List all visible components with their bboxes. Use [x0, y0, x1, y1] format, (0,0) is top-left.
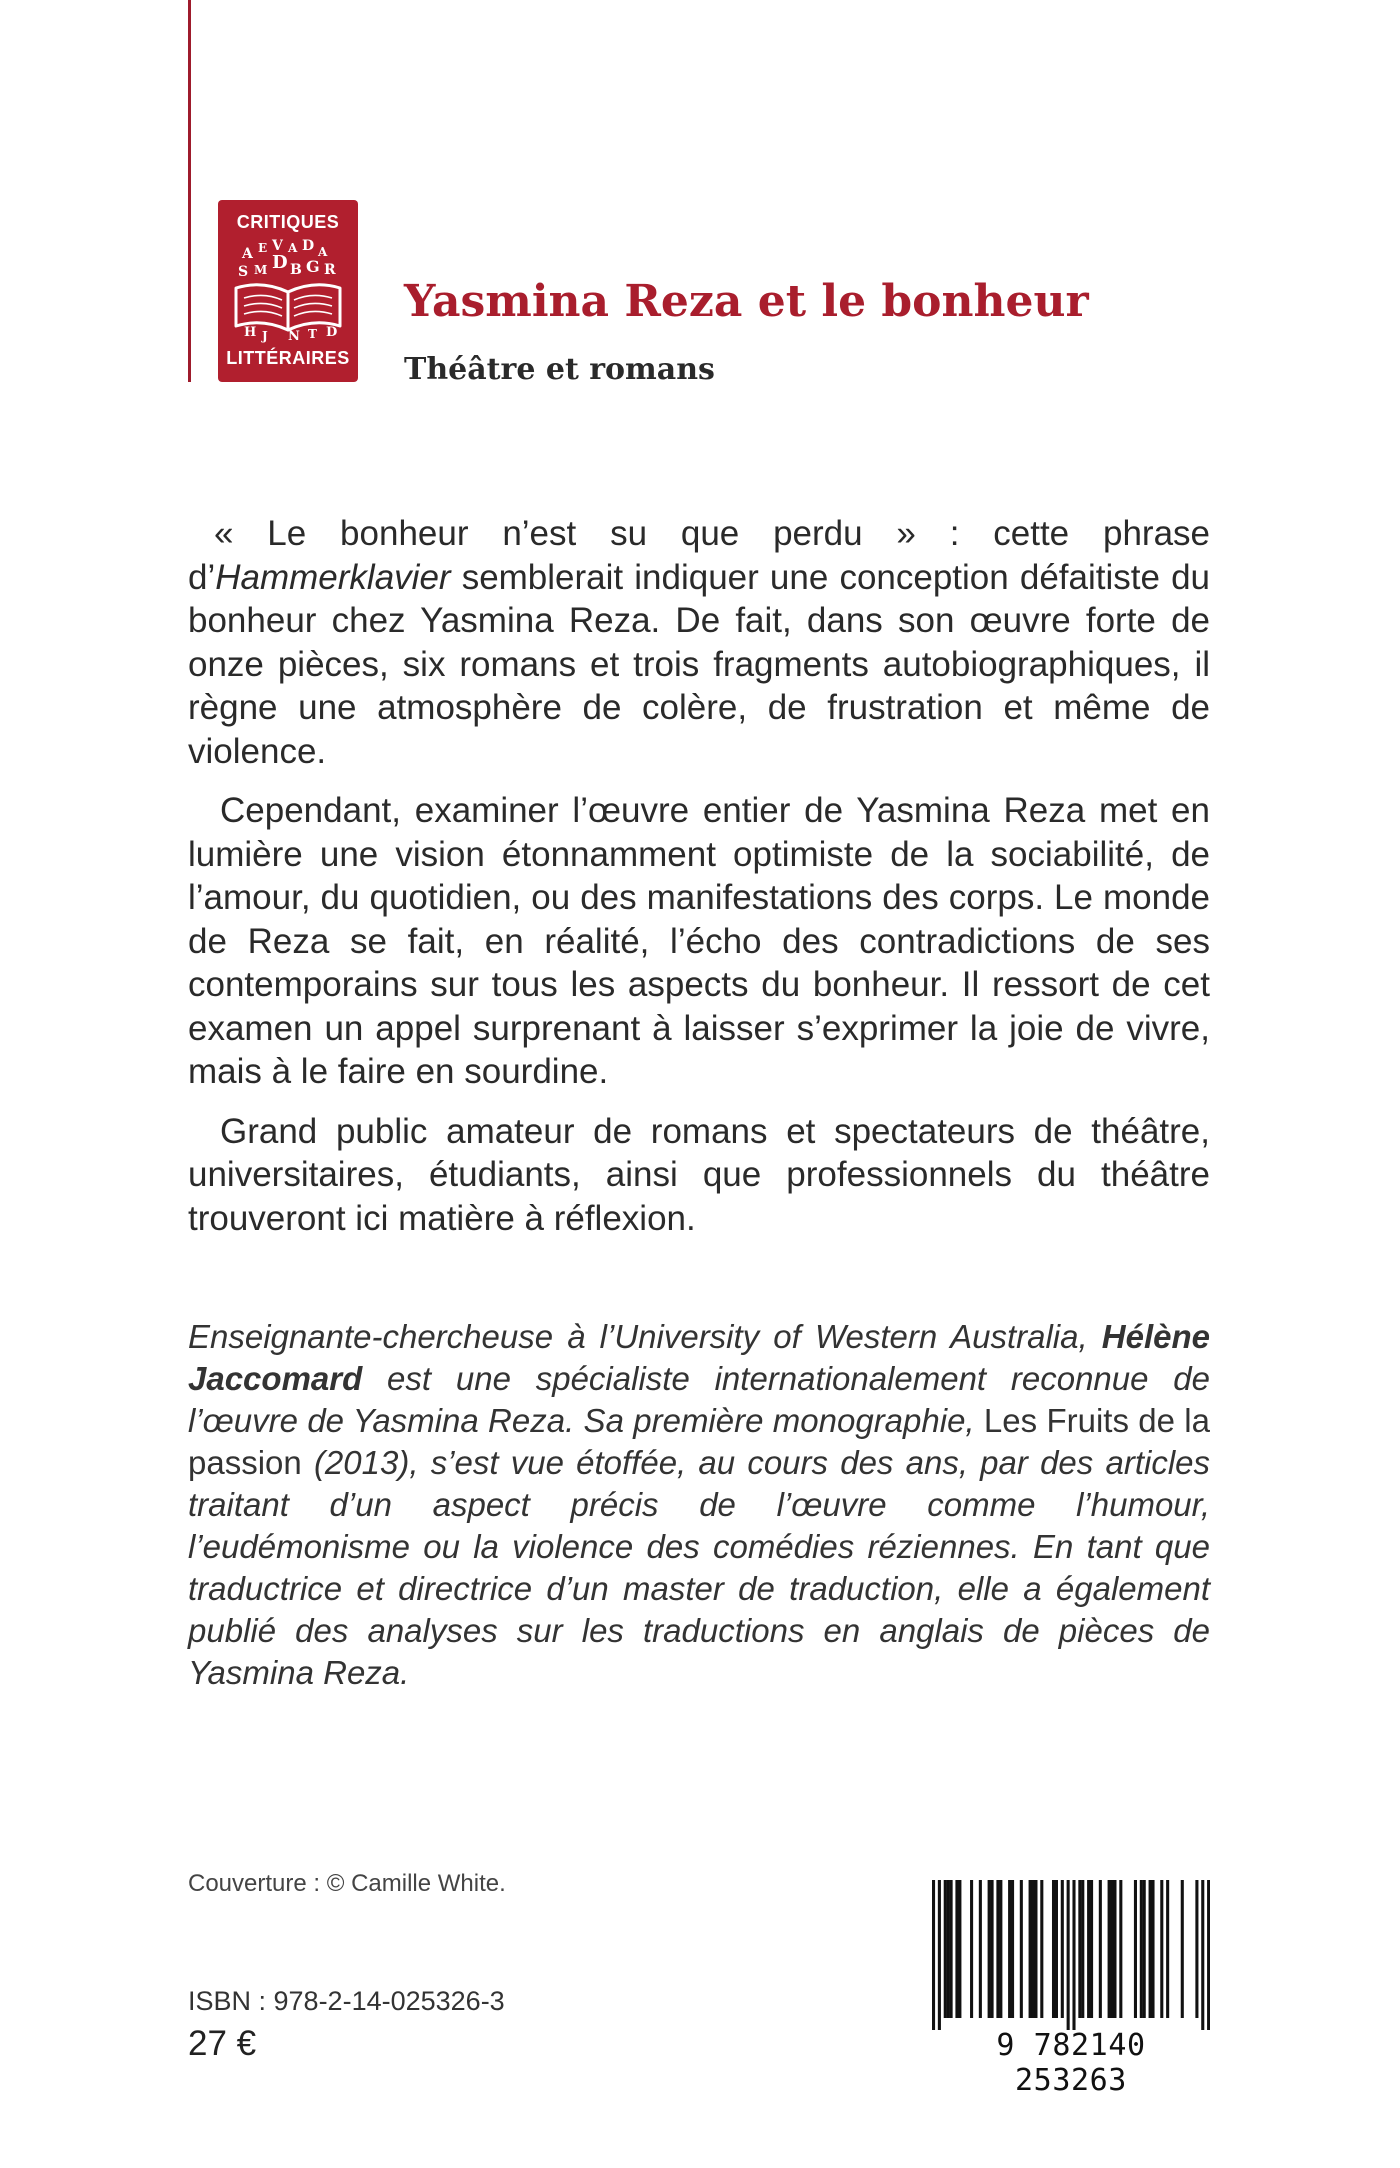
barcode-bar [979, 1880, 982, 2018]
barcode-bar [999, 1880, 1002, 2018]
svg-text:D: D [302, 238, 315, 254]
svg-text:D: D [272, 252, 288, 273]
barcode-bar [1040, 1880, 1043, 2018]
svg-text:E: E [258, 241, 268, 255]
barcode-digits: 9 782140 253263 [996, 2028, 1146, 2098]
barcode-bar [1078, 1880, 1081, 2018]
barcode [932, 1880, 1210, 2098]
barcode-bar [1072, 1880, 1075, 2030]
barcode-bar [1067, 1880, 1070, 2030]
svg-text:V: V [272, 238, 283, 254]
svg-text:M: M [254, 263, 268, 277]
barcode-bar [970, 1880, 973, 2018]
svg-text:N: N [288, 329, 300, 344]
series-label-top: CRITIQUES [236, 212, 340, 232]
barcode-bar [932, 1880, 935, 2030]
description-paragraph: Cependant, examiner l’œuvre entier de Yasmina Reza met en lumière une vision étonnamment optimiste de la sociabilité, de l’amour, du quotidien, ou des manifestations des corps. Le monde de Reza se fait, en réalité, l’écho des contradictions de ses contemporains sur tous les aspects du bonheur. Il ressort de cet examen un appel surprenant à laisser s’exprimer la joie de vivre, mais à le faire en sourdine. [188, 791, 1210, 1091]
svg-text:A: A [288, 241, 298, 255]
book-title: Yasmina Reza et le bonheur [404, 276, 1089, 327]
barcode-bar [1166, 1880, 1169, 2018]
barcode-bar [991, 1880, 994, 2018]
svg-text:S: S [238, 264, 249, 280]
book-description [188, 512, 1210, 1256]
barcode-bar [944, 1880, 947, 2018]
barcode-bar [1140, 1880, 1143, 2018]
previous-book-title: Les Fruits de la passion [188, 1402, 1210, 1481]
barcode-bar [1201, 1880, 1204, 2030]
barcode-bar [1108, 1880, 1111, 2018]
barcode-bar [1020, 1880, 1023, 2018]
barcode-bar [1008, 1880, 1011, 2018]
price: 27 € [188, 2024, 257, 2063]
svg-text:R: R [324, 262, 336, 278]
barcode-bar [950, 1880, 953, 2018]
series-label-bottom: LITTÉRAIRES [226, 348, 350, 368]
barcode-bar [1151, 1880, 1154, 2018]
barcode-bar [1034, 1880, 1037, 2018]
barcode-bar [1055, 1880, 1058, 2018]
barcode-bar [1081, 1880, 1084, 2018]
book-subtitle: Théâtre et romans [404, 352, 715, 387]
svg-text:J: J [262, 329, 268, 343]
svg-text:H: H [244, 325, 257, 340]
barcode-bar [996, 1880, 999, 2018]
description-paragraph: Grand public amateur de romans et spectateurs de théâtre, universitaires, étudiants, ainsi que professionnels du théâtre trouveront ici matière à réflexion. [188, 1111, 1210, 1238]
description-paragraph: « Le bonheur n’est su que perdu » : cette phrase d’Hammerklavier semblerait indiquer une conception défaitiste du bonheur chez Yasmina Reza. De fait, dans son œuvre forte de onze pièces, six romans et trois fragments autobiographiques, il règne une atmosphère de colère, de frustration et même de violence. [188, 514, 1210, 771]
barcode-bar [1011, 1880, 1014, 2018]
barcode-bar [958, 1880, 961, 2018]
barcode-bar [1119, 1880, 1122, 2018]
svg-text:B: B [290, 262, 302, 278]
author-name: Hélène Jaccomard [188, 1318, 1210, 1397]
barcode-bar [1090, 1880, 1093, 2018]
barcode-bars [932, 1880, 1210, 2030]
isbn: ISBN : 978-2-14-025326-3 [188, 1986, 505, 2016]
cover-credit: Couverture : © Camille White. [188, 1870, 506, 1897]
svg-text:G: G [306, 257, 320, 276]
barcode-bar [1181, 1880, 1184, 2018]
svg-text:A: A [242, 246, 253, 262]
barcode-bar [1207, 1880, 1210, 2030]
margin-rule [188, 0, 191, 382]
barcode-bar [1099, 1880, 1102, 2018]
series-logo [218, 200, 358, 382]
barcode-bar [1195, 1880, 1198, 2018]
barcode-bar [1143, 1880, 1146, 2018]
barcode-bar [1113, 1880, 1116, 2018]
barcode-bar [1149, 1880, 1152, 2018]
barcode-bar [955, 1880, 958, 2018]
work-title-hammerklavier: Hammerklavier [215, 557, 451, 597]
barcode-bar [1031, 1880, 1034, 2018]
barcode-bar [1029, 1880, 1032, 2018]
barcode-bar [1087, 1880, 1090, 2018]
author-bio: Enseignante-chercheuse à l’University of Western Australia, Hélène Jaccomard est une spécialiste internationalement reconnue de l’œuvre de Yasmina Reza. Sa première monographie, Les Fruits de la passion (2013), s’est vue étoffée, au cours des ans, par des articles traitant d’un aspect précis de l’œuvre comme l’humour, l’eudémonisme ou la violence des comédies réziennes. En tant que traductrice et directrice d’un master de traduction, elle a également publié des analyses sur les traductions en anglais de pièces de Yasmina Reza. [188, 1318, 1210, 1691]
barcode-bar [938, 1880, 941, 2030]
barcode-bar [988, 1880, 991, 2018]
barcode-bar [1061, 1880, 1064, 2018]
barcode-bar [1111, 1880, 1114, 2018]
svg-text:A: A [318, 245, 328, 259]
barcode-bar [947, 1880, 950, 2018]
svg-text:D: D [326, 325, 338, 340]
barcode-bar [1160, 1880, 1163, 2018]
open-book-icon [228, 236, 348, 346]
svg-text:T: T [308, 327, 317, 341]
barcode-bar [1052, 1880, 1055, 2018]
barcode-bar [1134, 1880, 1137, 2018]
